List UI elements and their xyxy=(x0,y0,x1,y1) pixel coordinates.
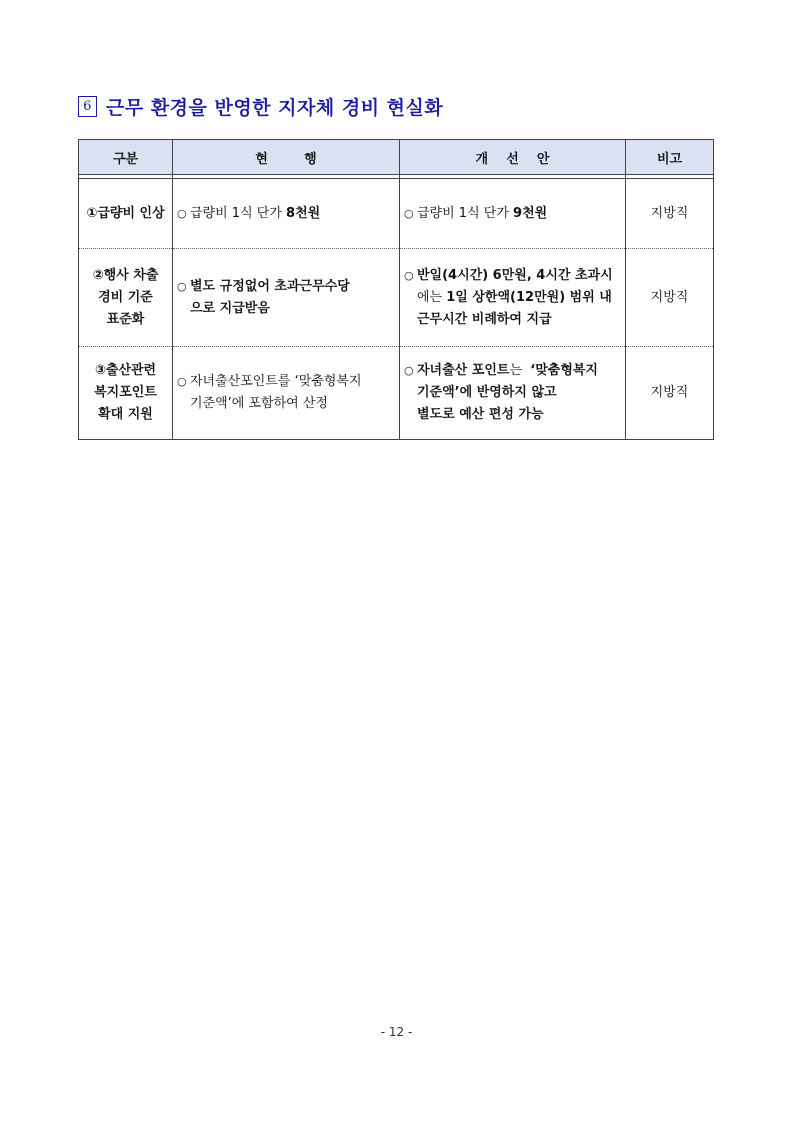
row-current xyxy=(173,347,400,440)
section-title-text: 근무 환경을 반영한 지자체 경비 현실화 xyxy=(106,97,444,119)
improved-bold-text: 반일(4시간) 6만원, 4시간 초과시 xyxy=(417,267,613,283)
row-note: 지방직 xyxy=(626,249,714,347)
current-bold-text: 별도 규정없어 초과근무수당 으로 지급받음 xyxy=(190,278,350,316)
improved-text: 는 xyxy=(509,363,531,378)
row-improved xyxy=(400,249,626,347)
improved-bold-text: ‘맞춤형복지 기준액’에 반영하지 않고 별도로 예산 편성 가능 xyxy=(417,363,598,422)
policy-table xyxy=(78,139,714,440)
table-header-row xyxy=(79,140,714,175)
improved-text: 에는 xyxy=(417,289,447,305)
row-improved xyxy=(400,179,626,249)
current-text: 급량비 1식 단가 xyxy=(190,205,287,221)
section-title xyxy=(78,93,443,120)
bullet-icon: ○ xyxy=(177,375,187,388)
row-note: 지방직 xyxy=(626,347,714,440)
row-category: ③출산관련 복지포인트 확대 지원 xyxy=(79,347,173,440)
page-number: - 12 - xyxy=(380,1025,413,1039)
improved-bold-text: 1일 상한액(12만원) 범위 내 xyxy=(446,289,612,305)
table-row xyxy=(79,249,714,347)
bullet-icon: ○ xyxy=(404,364,414,377)
header-improved: 개 선 안 xyxy=(400,140,626,175)
row-category: ②행사 차출 경비 기준 표준화 xyxy=(79,249,173,347)
header-category: 구분 xyxy=(79,140,173,175)
table-row xyxy=(79,347,714,440)
improved-bold-text: 자녀출산 포인트 xyxy=(417,363,510,378)
current-bold-text: 8천원 xyxy=(286,205,321,221)
improved-text: 급량비 1식 단가 xyxy=(417,205,514,221)
header-note: 비고 xyxy=(626,140,714,175)
row-current xyxy=(173,249,400,347)
row-note: 지방직 xyxy=(626,179,714,249)
improved-bold-text: 근무시간 비례하여 지급 xyxy=(417,311,552,327)
bullet-icon: ○ xyxy=(404,206,414,220)
header-current: 현 행 xyxy=(173,140,400,175)
improved-bold-text: 9천원 xyxy=(513,205,548,221)
bullet-icon: ○ xyxy=(404,268,414,282)
table-row xyxy=(79,179,714,249)
bullet-icon: ○ xyxy=(177,206,187,220)
row-improved xyxy=(400,347,626,440)
row-category: ①급량비 인상 xyxy=(79,179,173,249)
section-number-box: 6 xyxy=(78,96,97,117)
current-text: 자녀출산포인트를 ‘맞춤형복지 기준액’에 포함하여 산정 xyxy=(190,374,362,411)
row-current xyxy=(173,179,400,249)
bullet-icon: ○ xyxy=(177,279,187,293)
